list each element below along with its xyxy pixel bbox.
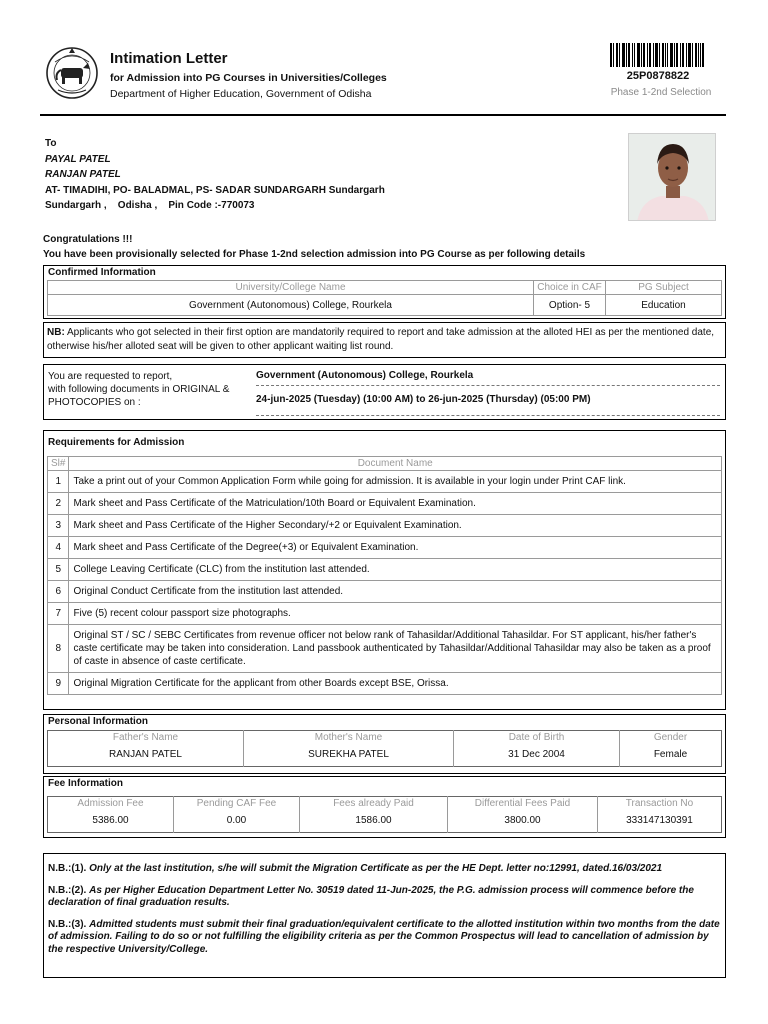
pending-fee-cell: 0.00 [174,810,300,832]
table-row [48,471,722,493]
sl-cell: 7 [48,603,69,625]
table-row [48,810,722,832]
page-title: Intimation Letter [110,50,228,67]
header-text [110,50,387,100]
report-details [256,368,720,416]
selection-message: You have been provisionally selected for Phase 1-2nd selection admission into PG Course as per following details [43,248,586,260]
fee-table [47,796,722,833]
column-header: Gender [620,731,722,745]
table-row [48,295,722,316]
column-header: Mother's Name [244,731,454,745]
table-row [48,493,722,515]
note-text: Only at the last institution, s/he will submit the Migration Certificate as per the HE Dept. letter no:12991, dated.16/03/2021 [89,863,663,874]
column-header: Sl# [48,457,69,471]
report-section [43,364,726,420]
confirmed-table [47,280,722,316]
notes-section [43,853,726,978]
table-row [48,537,722,559]
document-cell: Mark sheet and Pass Certificate of the Degree(+3) or Equivalent Examination. [69,537,722,559]
table-row [48,673,722,695]
sl-cell: 1 [48,471,69,493]
application-number: 25P0878822 [626,70,690,82]
column-header: Pending CAF Fee [174,797,300,811]
nb-text: Applicants who got selected in their first option are mandatorily required to report and take admission at the alloted HEI as per the mentioned date, otherwise his/her alloted seat will be given to other applicant waiting list round. [47,327,715,352]
note-text: As per Higher Education Department Letter No. 30519 dated 11-Jun-2025, the P.G. admission process will commence before the declaration of final graduation results. [48,884,694,908]
note-2 [48,885,721,910]
father-name-cell: RANJAN PATEL [109,749,182,761]
report-line-2: with following documents in ORIGINAL & PHOTOCOPIES on : [48,384,230,408]
table-row [48,559,722,581]
note-text: Admitted students must submit their final graduation/equivalent certificate to the allotted institution within two months from the date of admission. Failing to do so or not fulfilling the eligibility criteria as per the Common Prospectus will lead to cancellation of admission by the respective University/College. [48,918,720,955]
column-header: University/College Name [48,281,534,295]
document-cell: Original ST / SC / SEBC Certificates from revenue officer not below rank of Tahasildar/Additional Tahasildar. For ST applicant, his/her father's caste certificate may be taken into consideration. Land passbook authenticated by Tahasildar/Additional Tahasildar may also be taken as a proof of caste in absence of caste certificate. [69,625,722,673]
sl-cell: 4 [48,537,69,559]
odisha-emblem-icon [44,44,100,102]
table-row [48,625,722,673]
fee-information-section [43,776,726,838]
transaction-no-cell: 333147130391 [598,810,722,832]
document-cell: Mark sheet and Pass Certificate of the Higher Secondary/+2 or Equivalent Examination. [69,515,722,537]
column-header: Document Name [69,457,722,471]
report-line-1: You are requested to report, [48,371,173,382]
report-college: Government (Autonomous) College, Rourkela [256,368,720,386]
department-name: Department of Higher Education, Government of Odisha [110,88,372,100]
barcode-icon [610,43,704,67]
note-label: N.B.:(2). [48,884,90,896]
sl-cell: 2 [48,493,69,515]
table-row [48,744,722,766]
report-instructions [48,370,248,409]
section-title: Requirements for Admission [48,437,185,448]
document-cell: Take a print out of your Common Application Form while going for admission. It is available in your login under Print CAF link. [69,471,722,493]
sl-cell: 5 [48,559,69,581]
document-cell: Original Migration Certificate for the applicant from other Boards except BSE, Orissa. [69,673,722,695]
personal-table [47,730,722,767]
column-header: Admission Fee [77,798,144,809]
choice-cell: Option- 5 [534,295,606,316]
sl-cell: 3 [48,515,69,537]
address-to: To [45,138,57,149]
recipient-address [45,136,385,214]
document-cell: Mark sheet and Pass Certificate of the Matriculation/10th Board or Equivalent Examination. [69,493,722,515]
document-cell: Five (5) recent colour passport size photographs. [69,603,722,625]
header-divider [40,114,726,116]
differential-fee-cell: 3800.00 [448,810,598,832]
address-line-2: Sundargarh , Odisha , Pin Code :-770073 [45,200,255,211]
dob-cell: 31 Dec 2004 [454,744,620,766]
column-header: Father's Name [112,732,179,743]
nb-notice [43,322,726,358]
sl-cell: 9 [48,673,69,695]
report-dates: 24-jun-2025 (Tuesday) (10:00 AM) to 26-jun-2025 (Thursday) (05:00 PM) [256,386,720,416]
sl-cell: 6 [48,581,69,603]
column-header: Date of Birth [454,731,620,745]
page-subtitle: for Admission into PG Courses in Universities/Colleges [110,72,387,84]
note-3 [48,919,721,957]
document-cell: College Leaving Certificate (CLC) from the institution last attended. [69,559,722,581]
column-header: Choice in CAF [534,281,606,295]
table-row [48,581,722,603]
section-title: Fee Information [48,778,124,789]
table-row [48,515,722,537]
column-header: PG Subject [606,281,722,295]
requirements-table [47,456,722,695]
fees-paid-cell: 1586.00 [300,810,448,832]
document-cell: Original Conduct Certificate from the institution last attended. [69,581,722,603]
personal-information-section [43,714,726,774]
congratulations-text [43,233,585,262]
section-title: Personal Information [48,716,149,727]
phase-label: Phase 1-2nd Selection [610,87,712,98]
admission-fee-cell: 5386.00 [92,815,129,827]
mother-name-cell: SUREKHA PATEL [244,744,454,766]
gender-cell: Female [620,744,722,766]
sl-cell: 8 [48,625,69,673]
column-header: Fees already Paid [300,797,448,811]
applicant-photo [628,133,716,221]
section-title: Confirmed Information [48,267,156,278]
subject-cell: Education [606,295,722,316]
column-header: Transaction No [598,797,722,811]
table-row [48,603,722,625]
congrats-line: Congratulations !!! [43,234,133,245]
column-header: Differential Fees Paid [448,797,598,811]
note-label: N.B.:(1). [48,863,90,874]
requirements-section [43,430,726,710]
note-label: N.B.:(3). [48,918,90,930]
address-line-1: AT- TIMADIHI, PO- BALADMAL, PS- SADAR SUNDARGARH Sundargarh [45,184,385,196]
guardian-name: RANJAN PATEL [45,169,121,180]
confirmed-information-section [43,265,726,319]
nb-label: NB: [47,327,65,338]
college-name-cell: Government (Autonomous) College, Rourkela [48,295,534,316]
note-1 [48,863,721,876]
applicant-name: PAYAL PATEL [45,153,111,165]
